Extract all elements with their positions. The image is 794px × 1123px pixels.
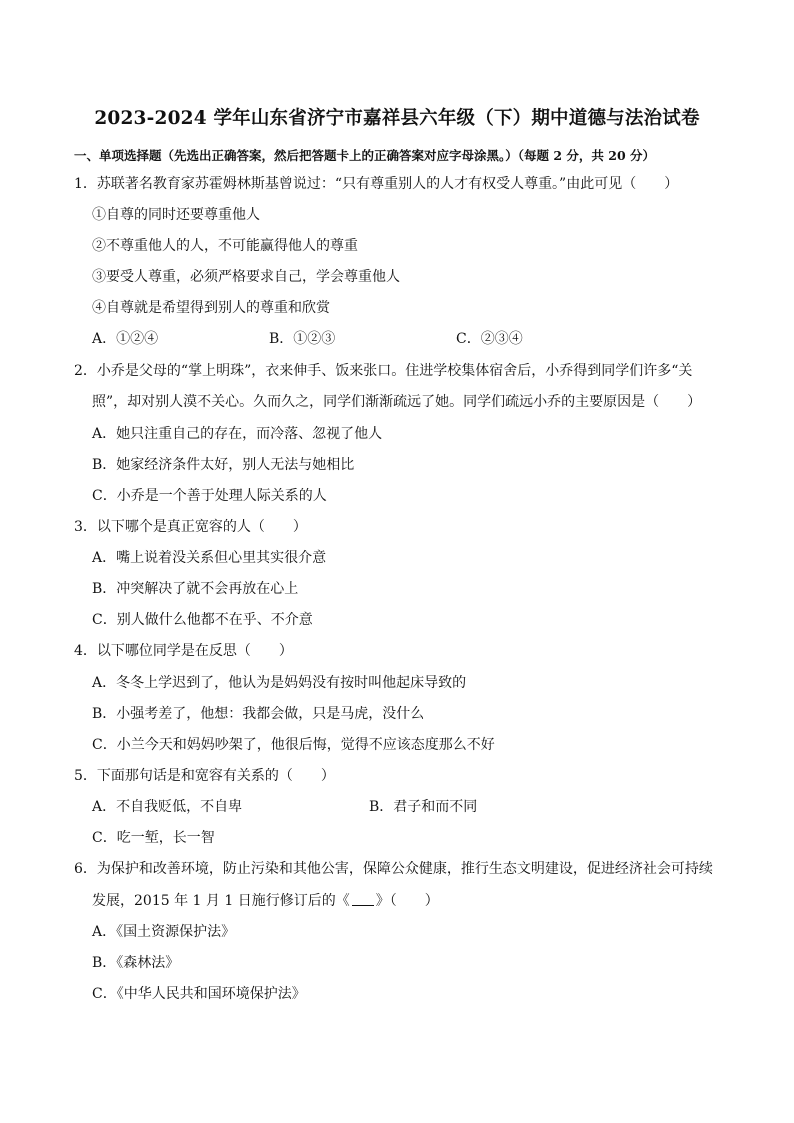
q5-option-c: C．吃一堑，长一智 (92, 830, 215, 846)
q5-option-a: A．不自我贬低，不自卑 (92, 799, 243, 815)
q6-option-b: B．《森林法》 (92, 955, 180, 971)
question-3-stem: 3．以下哪个是真正宽容的人（ ） (74, 519, 307, 535)
q5-option-b: B．君子和而不同 (369, 799, 478, 815)
q3-option-a: A．嘴上说着没关系但心里其实很介意 (92, 550, 327, 566)
q6-option-a: A．《国土资源保护法》 (92, 924, 236, 940)
q1-option-a: A．①②④ (92, 331, 159, 347)
question-6-stem-line2 (92, 893, 439, 908)
q2-option-b: B．她家经济条件太好，别人无法与她相比 (92, 457, 355, 473)
q1-statement-4: ④自尊就是希望得到别人的尊重和欣赏 (92, 300, 330, 316)
q1-statement-2: ②不尊重他人的人，不可能赢得他人的尊重 (92, 238, 358, 254)
q4-option-a: A．冬冬上学迟到了，他认为是妈妈没有按时叫他起床导致的 (92, 675, 467, 691)
q6-option-c: C．《中华人民共和国环境保护法》 (92, 986, 306, 1002)
q3-option-c: C．别人做什么他都不在乎、不介意 (92, 612, 313, 628)
q1-statement-1: ①自尊的同时还要尊重他人 (92, 207, 260, 223)
q6-stem-part2: 》（ ） (375, 893, 439, 909)
question-1-stem: 1．苏联著名教育家苏霍姆林斯基曾说过：“只有尊重别人的人才有权受人尊重。”由此可见（ ） (74, 176, 679, 192)
q6-stem-part1: 发展，2015 年 1 月 1 日施行修订后的《 (92, 893, 350, 909)
question-5-stem: 5．下面那句话是和宽容有关系的（ ） (74, 768, 335, 784)
answer-blank (352, 893, 374, 906)
q1-statement-3: ③要受人尊重，必须严格要求自己，学会尊重他人 (92, 269, 400, 285)
question-2-stem-line2: 照”，却对别人漠不关心。久而久之，同学们渐渐疏远了她。同学们疏远小乔的主要原因是（ ） (92, 394, 702, 410)
question-2-stem-line1: 2．小乔是父母的“掌上明珠”，衣来伸手、饭来张口。住进学校集体宿舍后，小乔得到同学们许多“关 (74, 363, 693, 379)
question-6-stem-line1: 6．为保护和改善环境，防止污染和其他公害，保障公众健康，推行生态文明建设，促进经济社会可持续 (74, 861, 713, 877)
q4-option-c: C．小兰今天和妈妈吵架了，他很后悔，觉得不应该态度那么不好 (92, 737, 495, 753)
q3-option-b: B．冲突解决了就不会再放在心上 (92, 581, 299, 597)
q1-option-c: C．②③④ (456, 331, 523, 347)
q1-option-b: B．①②③ (269, 331, 336, 347)
q4-option-b: B．小强考差了，他想：我都会做，只是马虎，没什么 (92, 706, 425, 722)
q2-option-a: A．她只注重自己的存在，而冷落、忽视了他人 (92, 426, 383, 442)
exam-title: 2023-2024 学年山东省济宁市嘉祥县六年级（下）期中道德与法治试卷 (94, 108, 700, 129)
section-heading: 一、单项选择题（先选出正确答案，然后把答题卡上的正确答案对应字母涂黑。）（每题 2 分，共 20 分） (74, 148, 656, 163)
question-4-stem: 4．以下哪位同学是在反思（ ） (74, 643, 293, 659)
q2-option-c: C．小乔是一个善于处理人际关系的人 (92, 488, 327, 504)
